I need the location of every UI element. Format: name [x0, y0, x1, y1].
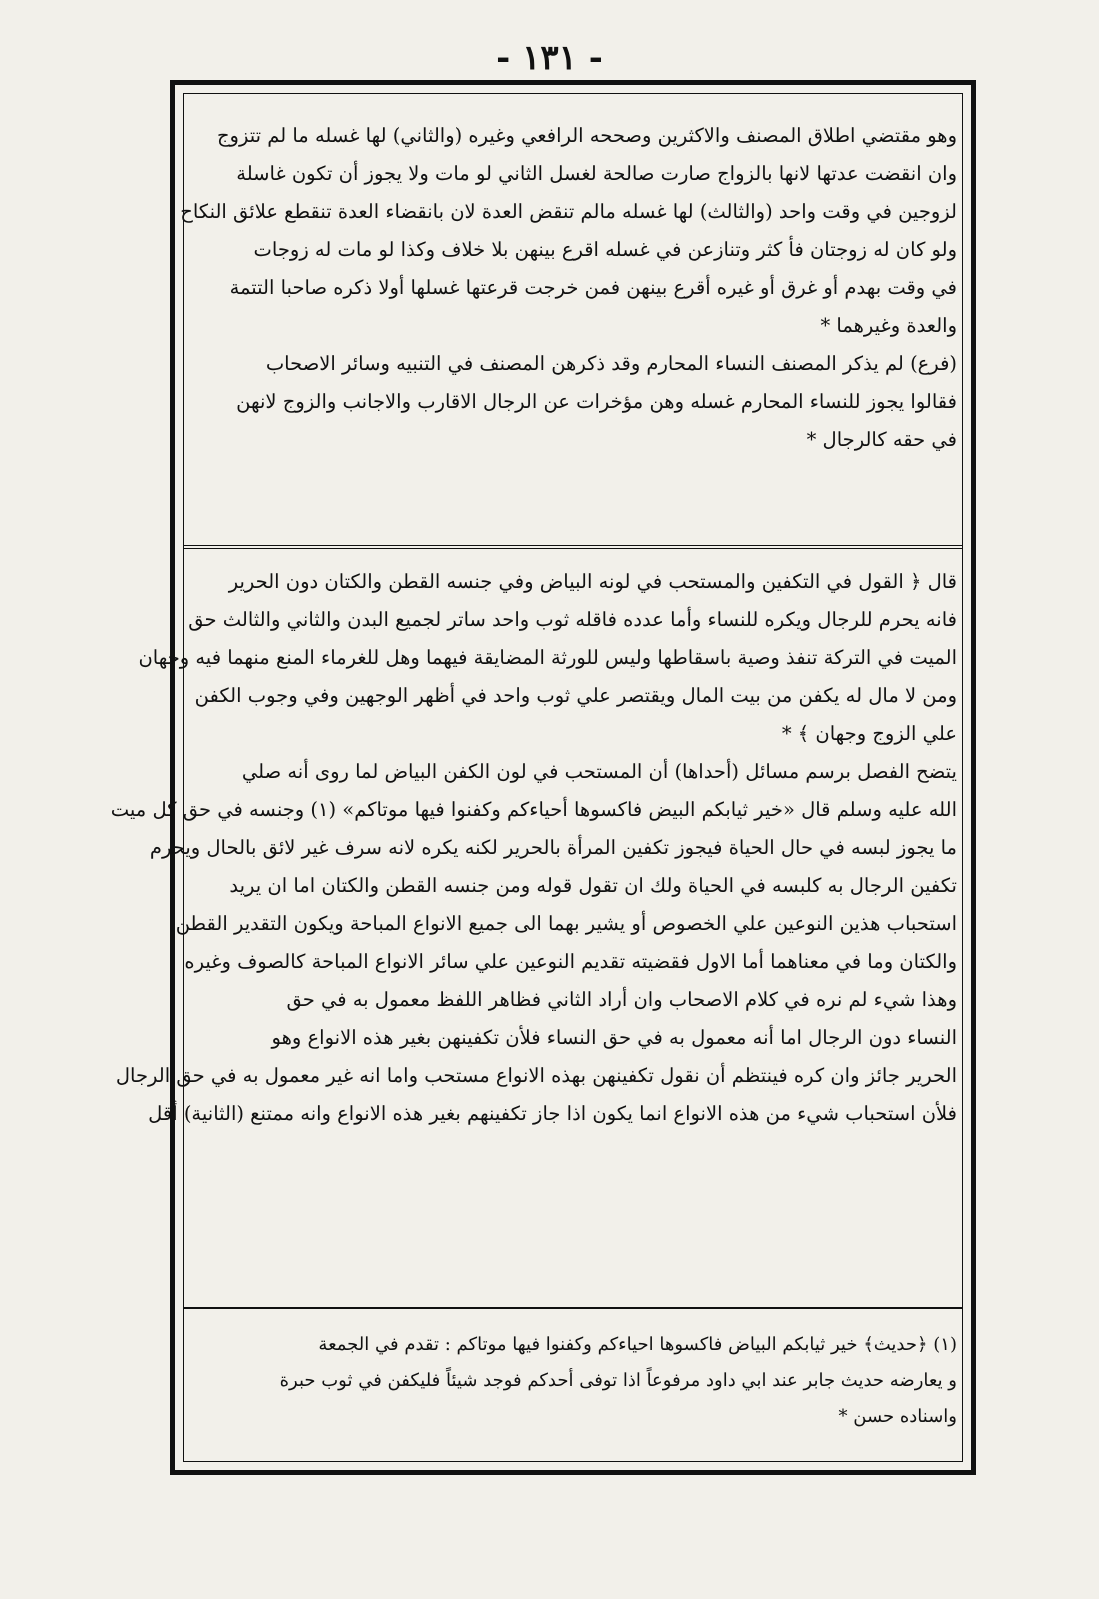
text-line: في وقت بهدم أو غرق أو غيره أقرع بينهن فمن خرجت قرعتها غسلها أولا ذكره صاحبا التتمة — [229, 276, 957, 299]
text-line: قال ﴿ القول في التكفين والمستحب في لونه البياض وفي جنسه القطن والكتان دون الحرير — [228, 570, 957, 593]
text-line: لزوجين في وقت واحد (والثالث) لها غسله مالم تنقض العدة لان بانقضاء العدة تنقطع علائق النكاح — [180, 200, 957, 223]
text-line: ما يجوز لبسه في حال الحياة فيجوز تكفين المرأة بالحرير لكنه يكره لانه سرف غير لائق بالحال ويحرم — [149, 836, 957, 859]
text-line: ومن لا مال له يكفن من بيت المال ويقتصر علي ثوب واحد في أظهر الوجهين وفي وجوب الكفن — [194, 684, 957, 707]
text-line: النساء دون الرجال اما أنه معمول به في حق النساء فلأن تكفينهن بغير هذه الانواع وهو — [271, 1026, 957, 1049]
text-line: فقالوا يجوز للنساء المحارم غسله وهن مؤخرات عن الرجال الاقارب والاجانب والزوج لانهن — [236, 390, 957, 413]
section-previous-text — [180, 117, 957, 459]
text-line: والكتان وما في معناهما أما الاول فقضيته تقديم النوعين علي سائر الانواع المباحة كالصوف وغيره — [184, 950, 957, 973]
text-line: في حقه كالرجال * — [806, 428, 957, 451]
text-line: فانه يحرم للرجال ويكره للنساء وأما عدده فاقله ثوب واحد ساتر لجميع البدن والثاني والثالث حق — [188, 608, 957, 631]
section-shrouding-text — [110, 563, 957, 1133]
footnote — [191, 1327, 957, 1435]
text-line: ولو كان له زوجتان فأ كثر وتنازعن في غسله اقرع بينهن بلا خلاف وكذا لو مات له زوجات — [253, 238, 957, 261]
text-line: الله عليه وسلم قال «خير ثيابكم البيض فاكسوها أحياءكم وكفنوا فيها موتاكم» (١) وجنسه في حق كل ميت — [110, 798, 957, 821]
section-divider — [183, 545, 963, 549]
text-line: تكفين الرجال به كلبسه في الحياة ولك ان تقول قوله ومن جنسه القطن والكتان اما ان يريد — [229, 874, 957, 897]
text-line: استحباب هذين النوعين علي الخصوص أو يشير بهما الى جميع الانواع المباحة ويكون التقدير القطن — [175, 912, 957, 935]
footnote-line: (١) ﴿حديث﴾ خير ثيابكم البياض فاكسوها احياءكم وكفنوا فيها موتاكم : تقدم في الجمعة — [318, 1334, 957, 1355]
text-line: الحرير جائز وان كره فينتظم أن نقول تكفينهن بهذه الانواع مستحب واما انه غير معمول به في حق الرجال — [115, 1064, 957, 1087]
text-line: (فرع) لم يذكر المصنف النساء المحارم وقد ذكرهن المصنف في التنبيه وسائر الاصحاب — [265, 352, 957, 375]
text-line: يتضح الفصل برسم مسائل (أحداها) أن المستحب في لون الكفن البياض لما روى أنه صلي — [241, 760, 957, 783]
page-frame — [110, 80, 976, 1475]
text-line: علي الزوج وجهان ﴾ * — [781, 722, 957, 745]
text-line: وهذا شيء لم نره في كلام الاصحاب وان أراد الثاني فظاهر اللفظ معمول به في حق — [286, 988, 957, 1011]
text-line: الميت في التركة تنفذ وصية باسقاطها وليس للورثة المضايقة فيهما وهل للغرماء المنع منهما فيه وجهان — [138, 646, 957, 669]
text-line: وان انقضت عدتها لانها بالزواج صارت صالحة لغسل الثاني لو مات ولا يجوز أن تكون غاسلة — [236, 162, 957, 185]
footnote-line: واسناده حسن * — [838, 1406, 957, 1427]
footnote-divider — [183, 1307, 963, 1309]
text-line: والعدة وغيرهما * — [820, 314, 957, 337]
footnote-line: و يعارضه حديث جابر عند ابي داود مرفوعاً اذا توفى أحدكم فوجد شيئاً فليكفن في ثوب حبرة — [279, 1370, 957, 1391]
text-line: فلأن استحباب شيء من هذه الانواع انما يكون اذا جاز تكفينهم بغير هذه الانواع وانه ممتنع (الثانية) أقل — [148, 1102, 957, 1125]
text-line: وهو مقتضي اطلاق المصنف والاكثرين وصححه الرافعي وغيره (والثاني) لها غسله ما لم تتزوج — [216, 124, 957, 147]
page-number: - ١٣١ - — [496, 38, 603, 78]
